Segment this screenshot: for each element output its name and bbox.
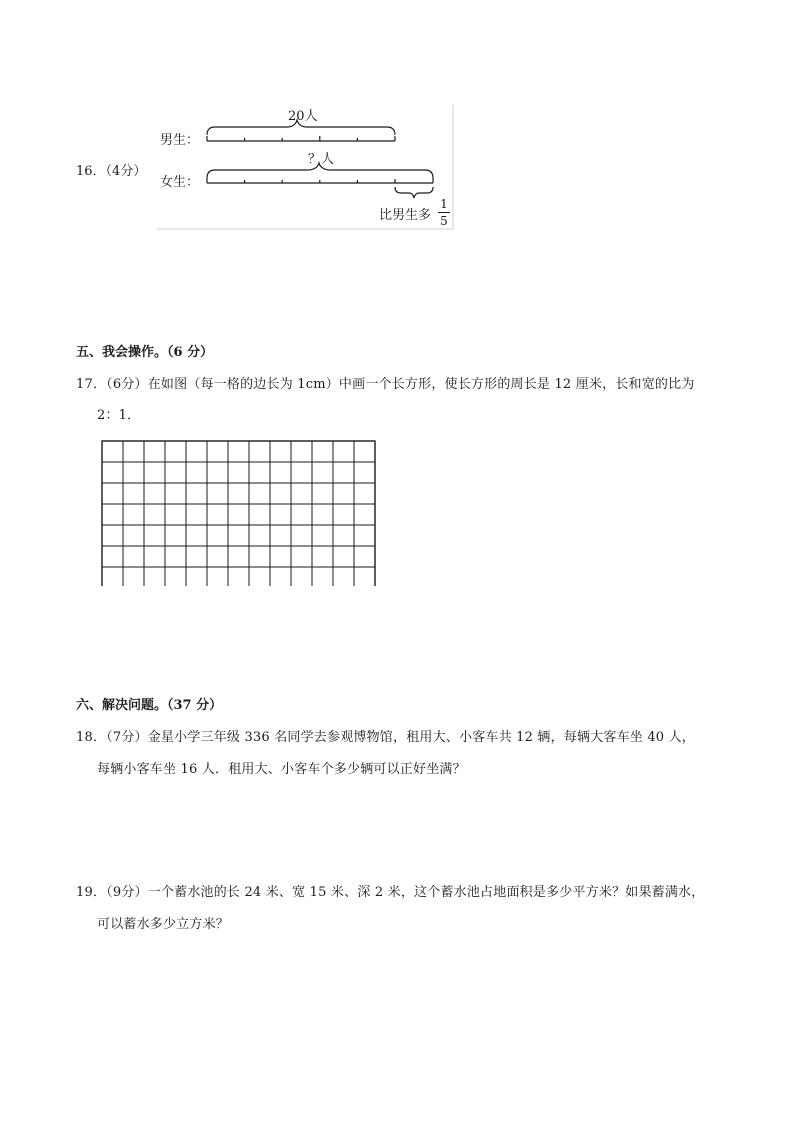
girls-total-label: ？人 <box>308 152 335 167</box>
grid-cell[interactable] <box>228 441 249 462</box>
grid-cell[interactable] <box>333 441 354 462</box>
grid-cell[interactable] <box>312 462 333 483</box>
grid-cell[interactable] <box>354 567 375 586</box>
grid-cell[interactable] <box>249 567 270 586</box>
grid-cell[interactable] <box>228 567 249 586</box>
grid-cell[interactable] <box>291 483 312 504</box>
grid-cell[interactable] <box>312 441 333 462</box>
square-grid[interactable] <box>101 440 381 586</box>
grid-cell[interactable] <box>207 462 228 483</box>
question-19-line-2: 可以蓄水多少立方米？ <box>97 917 230 932</box>
grid-cell[interactable] <box>270 525 291 546</box>
grid-cell[interactable] <box>207 483 228 504</box>
grid-cell[interactable] <box>102 441 123 462</box>
girls-label: 女生： <box>160 175 200 190</box>
grid-cell[interactable] <box>102 546 123 567</box>
grid-cell[interactable] <box>123 441 144 462</box>
grid-cell[interactable] <box>165 525 186 546</box>
grid-cell[interactable] <box>333 483 354 504</box>
grid-cell[interactable] <box>165 546 186 567</box>
grid-cell[interactable] <box>291 525 312 546</box>
grid-cell[interactable] <box>291 567 312 586</box>
grid-cell[interactable] <box>144 462 165 483</box>
grid-cell[interactable] <box>207 546 228 567</box>
boys-segment <box>207 136 395 141</box>
grid-cell[interactable] <box>144 567 165 586</box>
grid-cell[interactable] <box>249 504 270 525</box>
grid-cell[interactable] <box>312 483 333 504</box>
grid-cell[interactable] <box>249 546 270 567</box>
grid-cell[interactable] <box>186 567 207 586</box>
grid-cell[interactable] <box>207 441 228 462</box>
grid-cell[interactable] <box>333 525 354 546</box>
grid-cell[interactable] <box>186 525 207 546</box>
grid-cell[interactable] <box>270 567 291 586</box>
section-6-title: 六、解决问题。（37 分） <box>76 698 223 713</box>
grid-cell[interactable] <box>207 567 228 586</box>
grid-cell[interactable] <box>102 525 123 546</box>
extra-note: 比男生多 <box>379 208 432 223</box>
grid-cell[interactable] <box>102 504 123 525</box>
grid-cell[interactable] <box>354 462 375 483</box>
grid-cell[interactable] <box>123 525 144 546</box>
grid-cell[interactable] <box>270 441 291 462</box>
grid-cell[interactable] <box>186 546 207 567</box>
grid-cell[interactable] <box>291 504 312 525</box>
segment-diagram <box>157 103 454 231</box>
grid-cell[interactable] <box>354 441 375 462</box>
grid-cell[interactable] <box>102 483 123 504</box>
grid-cell[interactable] <box>249 441 270 462</box>
grid-cell[interactable] <box>186 504 207 525</box>
grid-cell[interactable] <box>144 525 165 546</box>
boys-total-label: 20人 <box>288 109 318 124</box>
question-16-number: 16．（4分） <box>76 164 147 179</box>
grid-cell[interactable] <box>312 546 333 567</box>
grid-cell[interactable] <box>123 546 144 567</box>
grid-cell[interactable] <box>228 525 249 546</box>
grid-cell[interactable] <box>270 504 291 525</box>
grid-cell[interactable] <box>165 504 186 525</box>
grid-cell[interactable] <box>291 546 312 567</box>
grid-cell[interactable] <box>165 483 186 504</box>
question-19-line-1: 19．（9分）一个蓄水池的长 24 米、宽 15 米、深 2 米，这个蓄水池占地面积是多少平方米？如果蓄满水， <box>76 885 705 900</box>
grid-cell[interactable] <box>186 441 207 462</box>
grid-cell[interactable] <box>291 462 312 483</box>
grid-cell[interactable] <box>144 504 165 525</box>
grid-cell[interactable] <box>333 567 354 586</box>
grid-cell[interactable] <box>354 525 375 546</box>
grid-cell[interactable] <box>123 567 144 586</box>
question-18-line-1: 18．（7分）金星小学三年级 336 名同学去参观博物馆，租用大、小客车共 12 辆，每辆大客车坐 40 人， <box>76 730 696 745</box>
grid-cell[interactable] <box>144 546 165 567</box>
grid-cell[interactable] <box>228 483 249 504</box>
question-17-line-2: 2：1． <box>97 408 141 423</box>
grid-cell[interactable] <box>333 504 354 525</box>
grid-cell[interactable] <box>270 546 291 567</box>
fraction-one-fifth <box>438 197 450 228</box>
grid-cell[interactable] <box>186 483 207 504</box>
grid-cell[interactable] <box>102 462 123 483</box>
boys-label: 男生： <box>160 133 200 148</box>
grid-cell[interactable] <box>249 483 270 504</box>
grid-cell[interactable] <box>207 525 228 546</box>
grid-cell[interactable] <box>165 567 186 586</box>
grid-cell[interactable] <box>312 525 333 546</box>
fraction-bar <box>438 212 450 213</box>
question-17-line-1: 17．（6分）在如图（每一格的边长为 1cm）中画一个长方形，使长方形的周长是 12 厘米，长和宽的比为 <box>76 377 695 392</box>
grid-cell[interactable] <box>354 504 375 525</box>
grid-cell[interactable] <box>186 462 207 483</box>
grid-cell[interactable] <box>333 546 354 567</box>
grid-cell[interactable] <box>123 462 144 483</box>
grid-cell[interactable] <box>312 504 333 525</box>
section-5-title: 五、我会操作。（6 分） <box>76 345 214 360</box>
grid-cell[interactable] <box>270 462 291 483</box>
grid-cell[interactable] <box>333 462 354 483</box>
grid-cell[interactable] <box>249 462 270 483</box>
grid-cell[interactable] <box>207 504 228 525</box>
grid-cell[interactable] <box>291 441 312 462</box>
fraction-denominator: 5 <box>440 214 448 228</box>
grid-cell[interactable] <box>144 483 165 504</box>
grid-cell[interactable] <box>102 567 123 586</box>
grid-cell[interactable] <box>312 567 333 586</box>
grid-cell[interactable] <box>123 504 144 525</box>
girls-segment <box>207 178 433 183</box>
fraction-numerator: 1 <box>440 197 448 211</box>
grid-cell[interactable] <box>123 483 144 504</box>
grid-cell[interactable] <box>165 441 186 462</box>
grid-cell[interactable] <box>228 546 249 567</box>
grid-cell[interactable] <box>228 462 249 483</box>
grid-cell[interactable] <box>270 483 291 504</box>
extra-brace <box>395 187 433 198</box>
question-18-line-2: 每辆小客车坐 16 人．租用大、小客车个多少辆可以正好坐满？ <box>97 762 466 777</box>
grid-cell[interactable] <box>354 546 375 567</box>
grid-cell[interactable] <box>249 525 270 546</box>
grid-cell[interactable] <box>354 483 375 504</box>
grid-cell[interactable] <box>228 504 249 525</box>
grid-cell[interactable] <box>165 462 186 483</box>
grid-cell[interactable] <box>144 441 165 462</box>
